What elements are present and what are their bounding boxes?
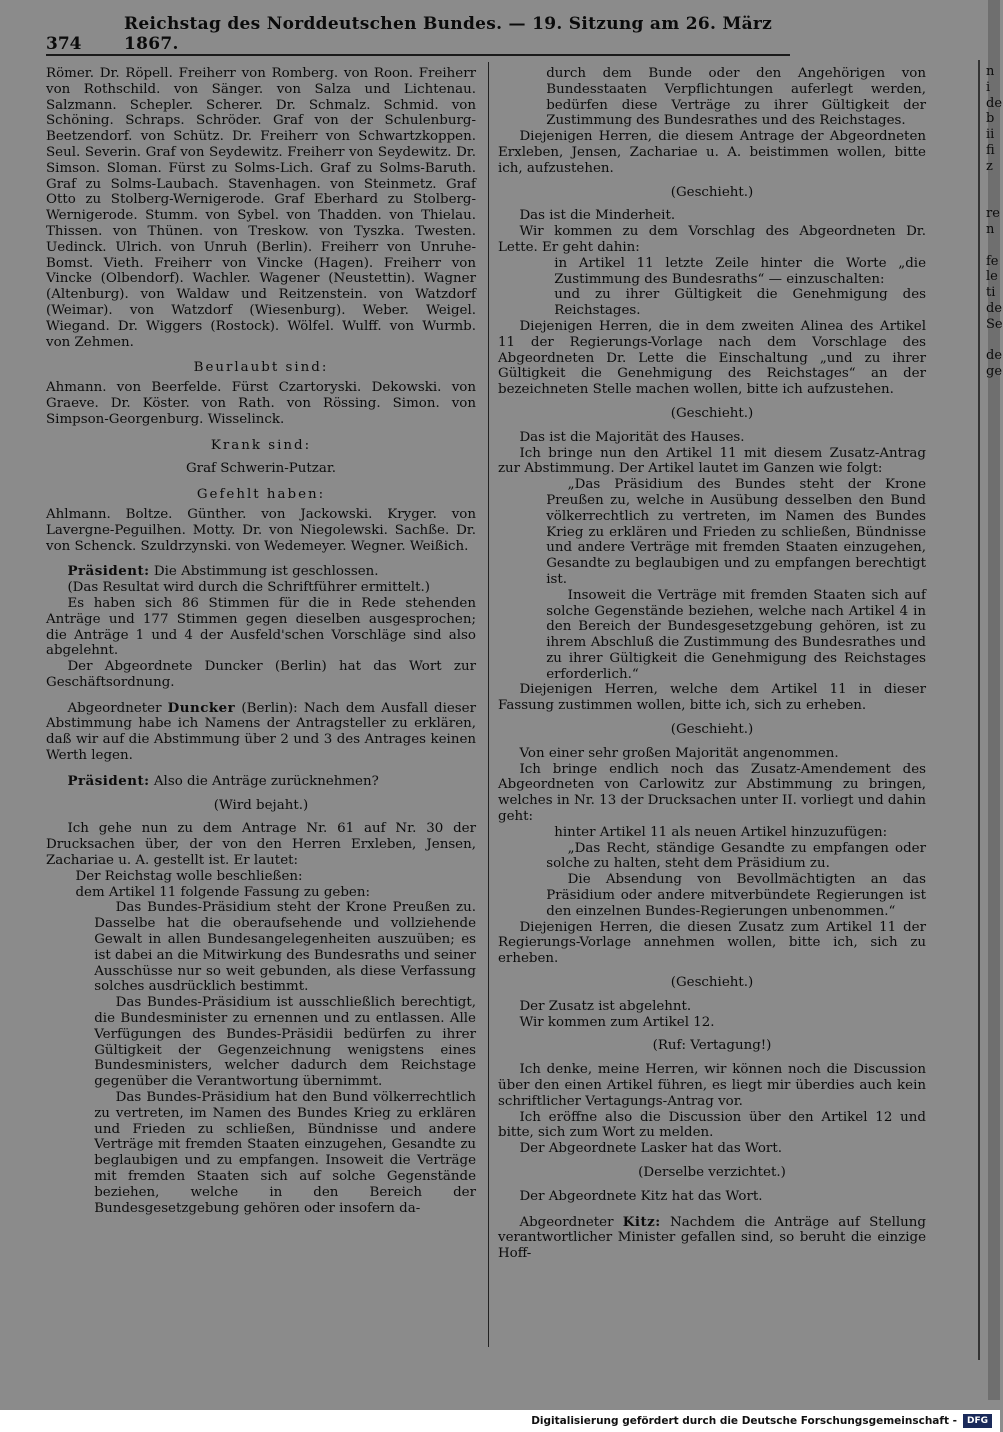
left-column — [46, 66, 476, 1216]
paragraph: Römer. Dr. Röpell. Freiherr von Romberg. von Roon. Freiherr von Rothschild. von Sänger. von Salza und Lichtenau. Salzmann. Schepler. Scherer. Dr. Schmalz. Schmid. von Schöning. Schraps. Schröder. Graf von der Schulenburg-Beetzendorf. von Schütz. Dr. Freiherr von Schwartzkoppen. Seul. Severin. Graf von Seydewitz. Freiherr von Seydewitz. Dr. Simson. Sloman. Fürst zu Solms-Lich. Graf zu Solms-Baruth. Graf zu Solms-Laubach. Stavenhagen. von Steinmetz. Graf Otto zu Stolberg-Wernigerode. Graf Eberhard zu Stolberg-Wernigerode. Stumm. von Sybel. von Thadden. von Thielau. Thissen. von Thünen. von Treskow. von Tyszka. Twesten. Uedinck. Ulrich. von Unruh (Berlin). Freiherr von Unruhe-Bomst. Vieth. Freiherr von Vincke (Hagen). Freiherr von Vincke (Olbendorf). Wachler. Wagener (Neustettin). Wagner (Altenburg). von Waldaw und Reitzenstein. von Watzdorf (Weimar). von Watzdorf (Wiesenburg). Weber. Weigel. Wiegand. Dr. Wiggers (Rostock). Wölfel. Wulff. von Wurmb. von Zehmen. — [46, 66, 476, 350]
paragraph: Es haben sich 86 Stimmen für die in Rede stehenden Anträge und 177 Stimmen gegen dieselben ausgesprochen; die Anträge 1 und 4 der Ausfeld'schen Vorschläge sind also abgelehnt. — [46, 595, 476, 659]
paragraph: (Das Resultat wird durch die Schriftführer ermittelt.) — [67, 580, 430, 596]
right-column — [498, 66, 926, 1262]
paragraph: Der Abgeordnete Lasker hat das Wort. — [519, 1141, 782, 1157]
quoted-text: Das Bundes-Präsidium steht der Krone Preußen zu. Dasselbe hat die oberaufsehende und vollziehende Gewalt in allen Bundesangelegenheiten auszuüben; es ist dabei an die Mitwirkung des Bundesraths und seiner Ausschüsse nur so weit gebunden, als diese Verfassung solches ausdrücklich bestimmt. — [94, 900, 476, 995]
paragraph: Diejenigen Herren, die diesem Antrage der Abgeordneten Erxleben, Jensen, Zachariae u. A. beistimmen wollen, bitte ich, aufzustehen. — [498, 129, 926, 176]
quoted-text: hinter Artikel 11 als neuen Artikel hinzuzufügen: — [554, 824, 888, 840]
speaker-name: Präsident: — [67, 772, 150, 789]
page-number: 374 — [46, 34, 82, 54]
paragraph: Diejenigen Herren, die in dem zweiten Alinea des Artikel 11 der Regierungs-Vorlage nach dem Vorschlage des Abgeordneten Dr. Lette die Einschaltung „und zu ihrer Gültigkeit die Genehmigung des Reichstages“ an der bezeichneten Stelle machen wollen, bitte ich aufzustehen. — [498, 318, 926, 398]
paragraph: Der Abgeordnete Duncker (Berlin) hat das Wort zur Geschäftsordnung. — [46, 659, 476, 690]
stage-direction: Graf Schwerin-Putzar. — [185, 461, 337, 477]
quoted-text: in Artikel 11 letzte Zeile hinter die Worte „die Zustimmung des Bundesraths“ — einzuschalten: — [554, 255, 926, 287]
stage-direction: (Geschieht.) — [670, 975, 754, 991]
paragraph: Von einer sehr großen Majorität angenommen. — [519, 745, 839, 761]
quoted-text: und zu ihrer Gültigkeit die Genehmigung des Reichstages. — [554, 287, 926, 319]
speaker-name: Kitz: — [622, 1213, 661, 1230]
paragraph: Wir kommen zu dem Vorschlag des Abgeordneten Dr. Lette. Er geht dahin: — [498, 224, 926, 255]
speaker-paragraph — [46, 701, 476, 764]
quoted-text: Das Bundes-Präsidium ist ausschließlich berechtigt, die Bundesminister zu ernennen und zu entlassen. Alle Verfügungen des Bundes-Präsidii bedürfen zu ihrer Gültigkeit der Gegenzeichnung wenigstens eines Bundesministers, welcher dadurch dem Reichstage gegenüber die Verantwortung übernimmt. — [94, 995, 476, 1090]
quoted-text: Insoweit die Verträge mit fremden Staaten sich auf solche Gegenstände beziehen, welche nach Artikel 4 in den Bereich der Bundesgesetzgebung gehören, ist zu ihrem Abschluß die Zustimmung des Bundesrathes und zu ihrer Gültigkeit die Genehmigung des Reichstages erforderlich.“ — [546, 587, 926, 682]
stage-direction: (Geschieht.) — [670, 722, 754, 738]
edge-fragment: re — [986, 206, 1000, 222]
edge-fragment: de — [986, 348, 1003, 364]
edge-fragment: n — [986, 64, 995, 79]
quoted-text: Der Reichstag wolle beschließen: — [75, 868, 303, 884]
quoted-text: dem Artikel 11 folgende Fassung zu geben: — [75, 884, 370, 900]
edge-fragment: de — [986, 300, 1003, 316]
quoted-text: Die Absendung von Bevollmächtigten an das Präsidium oder andere mitverbündete Regierungen ist den einzelnen Bundes-Regierungen unbenommen.“ — [546, 872, 926, 919]
section-heading: Krank sind: — [210, 437, 312, 453]
page-header — [46, 14, 790, 56]
edge-fragment — [986, 238, 1000, 254]
edge-fragment: i — [986, 79, 991, 95]
footer-bar — [0, 1410, 1000, 1432]
dfg-logo: DFG — [963, 1414, 992, 1428]
speech-text: Die Abstimmung ist geschlossen. — [149, 564, 379, 580]
paragraph: Ich denke, meine Herren, wir können noch die Discussion über den einen Artikel führen, es liegt mir überdies auch kein schriftlicher Vertagungs-Antrag vor. — [498, 1062, 926, 1109]
speech-text: Also die Anträge zurücknehmen? — [149, 773, 379, 789]
edge-fragment — [986, 175, 1000, 191]
edge-fragment — [986, 190, 1000, 206]
edge-fragment: Se — [986, 316, 1003, 332]
edge-fragment: ii — [986, 127, 995, 143]
adjacent-page-fragments — [986, 64, 1003, 380]
paragraph: Ich eröffne also die Discussion über den Artikel 12 und bitte, sich zum Wort zu melden. — [498, 1109, 926, 1141]
stage-direction: (Geschieht.) — [670, 405, 754, 421]
paragraph: Das ist die Majorität des Hauses. — [519, 429, 745, 445]
edge-fragment: fe — [986, 253, 999, 269]
speech-text: (Berlin): Nach dem Ausfall dieser Abstimmung habe ich Namens der Antragsteller zu erklären, daß wir auf die Abstimmung über 2 und 3 des Antrages keinen Werth legen. — [46, 700, 476, 764]
speaker-title: Abgeordneter — [519, 1214, 623, 1230]
edge-fragment: z — [986, 158, 993, 174]
section-heading: Gefehlt haben: — [196, 487, 326, 503]
edge-fragment: b — [986, 111, 995, 127]
speaker-name: Präsident: — [67, 563, 150, 580]
paragraph: Der Zusatz ist abgelehnt. — [519, 998, 692, 1014]
speaker-paragraph — [46, 564, 476, 580]
speech-text: Nachdem die Anträge auf Stellung verantwortlicher Minister gefallen sind, so beruht die einzige Hoff- — [498, 1214, 926, 1262]
edge-fragment: fi — [986, 142, 995, 158]
running-title: Reichstag des Norddeutschen Bundes. — 19. Sitzung am 26. März 1867. — [124, 14, 773, 54]
quoted-text: „Das Recht, ständige Gesandte zu empfangen oder solche zu halten, steht dem Präsidium zu. — [546, 840, 926, 872]
speaker-title: Abgeordneter — [67, 700, 168, 716]
speaker-name: Duncker — [167, 699, 236, 716]
edge-fragment: de — [986, 95, 1003, 111]
paragraph: Ahmann. von Beerfelde. Fürst Czartoryski. Dekowski. von Graeve. Dr. Köster. von Rath. von Rössing. Simon. von Simpson-Georgenburg. Wisselinck. — [46, 380, 476, 427]
stage-direction: (Wird bejaht.) — [213, 797, 309, 813]
speaker-paragraph — [498, 1215, 926, 1262]
quoted-text: durch dem Bunde oder den Angehörigen von Bundesstaaten Verpflichtungen auferlegt werden, bedürfen diese Verträge zu ihrer Gültigkeit der Zustimmung des Bundesrathes und des Reichstages. — [546, 66, 926, 129]
stage-direction: (Geschieht.) — [670, 184, 754, 200]
adjacent-page-rule — [978, 60, 980, 1360]
paragraph: Ich bringe nun den Artikel 11 mit diesem Zusatz-Antrag zur Abstimmung. Der Artikel lautet im Ganzen wie folgt: — [498, 445, 926, 477]
paragraph: Wir kommen zum Artikel 12. — [519, 1014, 715, 1030]
edge-fragment: le — [986, 269, 998, 285]
paragraph: Diejenigen Herren, welche dem Artikel 11 in dieser Fassung zustimmen wollen, bitte ich, sich zu erheben. — [498, 682, 926, 714]
speaker-paragraph — [46, 774, 476, 790]
edge-fragment: ge — [986, 364, 1003, 380]
paragraph: Ich gehe nun zu dem Antrage Nr. 61 auf Nr. 30 der Drucksachen über, der von den Herren Erxleben, Jensen, Zachariae u. A. gestellt ist. Er lautet: — [46, 821, 476, 869]
edge-fragment — [986, 333, 1000, 349]
quoted-text: Das Bundes-Präsidium hat den Bund völkerrechtlich zu vertreten, im Namen des Bundes Krieg zu erklären und Frieden zu schließen, Bündnisse und andere Verträge mit fremden Staaten einzugehen, Gesandte zu beglaubigen und zu empfangen. Insoweit die Verträge mit fremden Staaten sich auf solche Gegenstände beziehen, welche in den Bereich der Bundesgesetzgebung gehören oder insofern da- — [94, 1090, 476, 1216]
edge-fragment: ti — [986, 285, 996, 301]
paragraph: Ich bringe endlich noch das Zusatz-Amendement des Abgeordneten von Carlowitz zur Abstimmung zu bringen, welches in Nr. 13 der Drucksachen unter II. vorliegt und dahin geht: — [498, 761, 926, 825]
paragraph: Ahlmann. Boltze. Günther. von Jackowski. Kryger. von Lavergne-Peguilhen. Motty. Dr. von Niegolewski. Sachße. Dr. von Schenck. Szuldrzynski. von Wedemeyer. Wegner. Weißich. — [46, 506, 476, 554]
stage-direction: (Ruf: Vertagung!) — [652, 1038, 772, 1054]
column-divider — [488, 62, 489, 1347]
quoted-text: „Das Präsidium des Bundes steht der Krone Preußen zu, welche in Ausübung desselben den Bund völkerrechtlich zu vertreten, im Namen des Bundes Krieg zu erklären und Frieden zu schließen, Bündnisse und andere Verträge mit fremden Staaten einzugehen, Gesandte zu beglaubigen und zu empfangen berechtigt ist. — [546, 477, 926, 587]
paragraph: Der Abgeordnete Kitz hat das Wort. — [519, 1188, 763, 1204]
section-heading: Beurlaubt sind: — [193, 360, 329, 376]
paragraph: Das ist die Minderheit. — [519, 208, 676, 224]
paragraph: Diejenigen Herren, die diesen Zusatz zum Artikel 11 der Regierungs-Vorlage annehmen wollen, bitte ich, sich zu erheben. — [498, 919, 926, 967]
stage-direction: (Derselbe verzichtet.) — [638, 1165, 786, 1180]
footer-credit: Digitalisierung gefördert durch die Deutsche Forschungsgemeinschaft - — [531, 1415, 957, 1427]
edge-fragment: n — [986, 221, 995, 237]
